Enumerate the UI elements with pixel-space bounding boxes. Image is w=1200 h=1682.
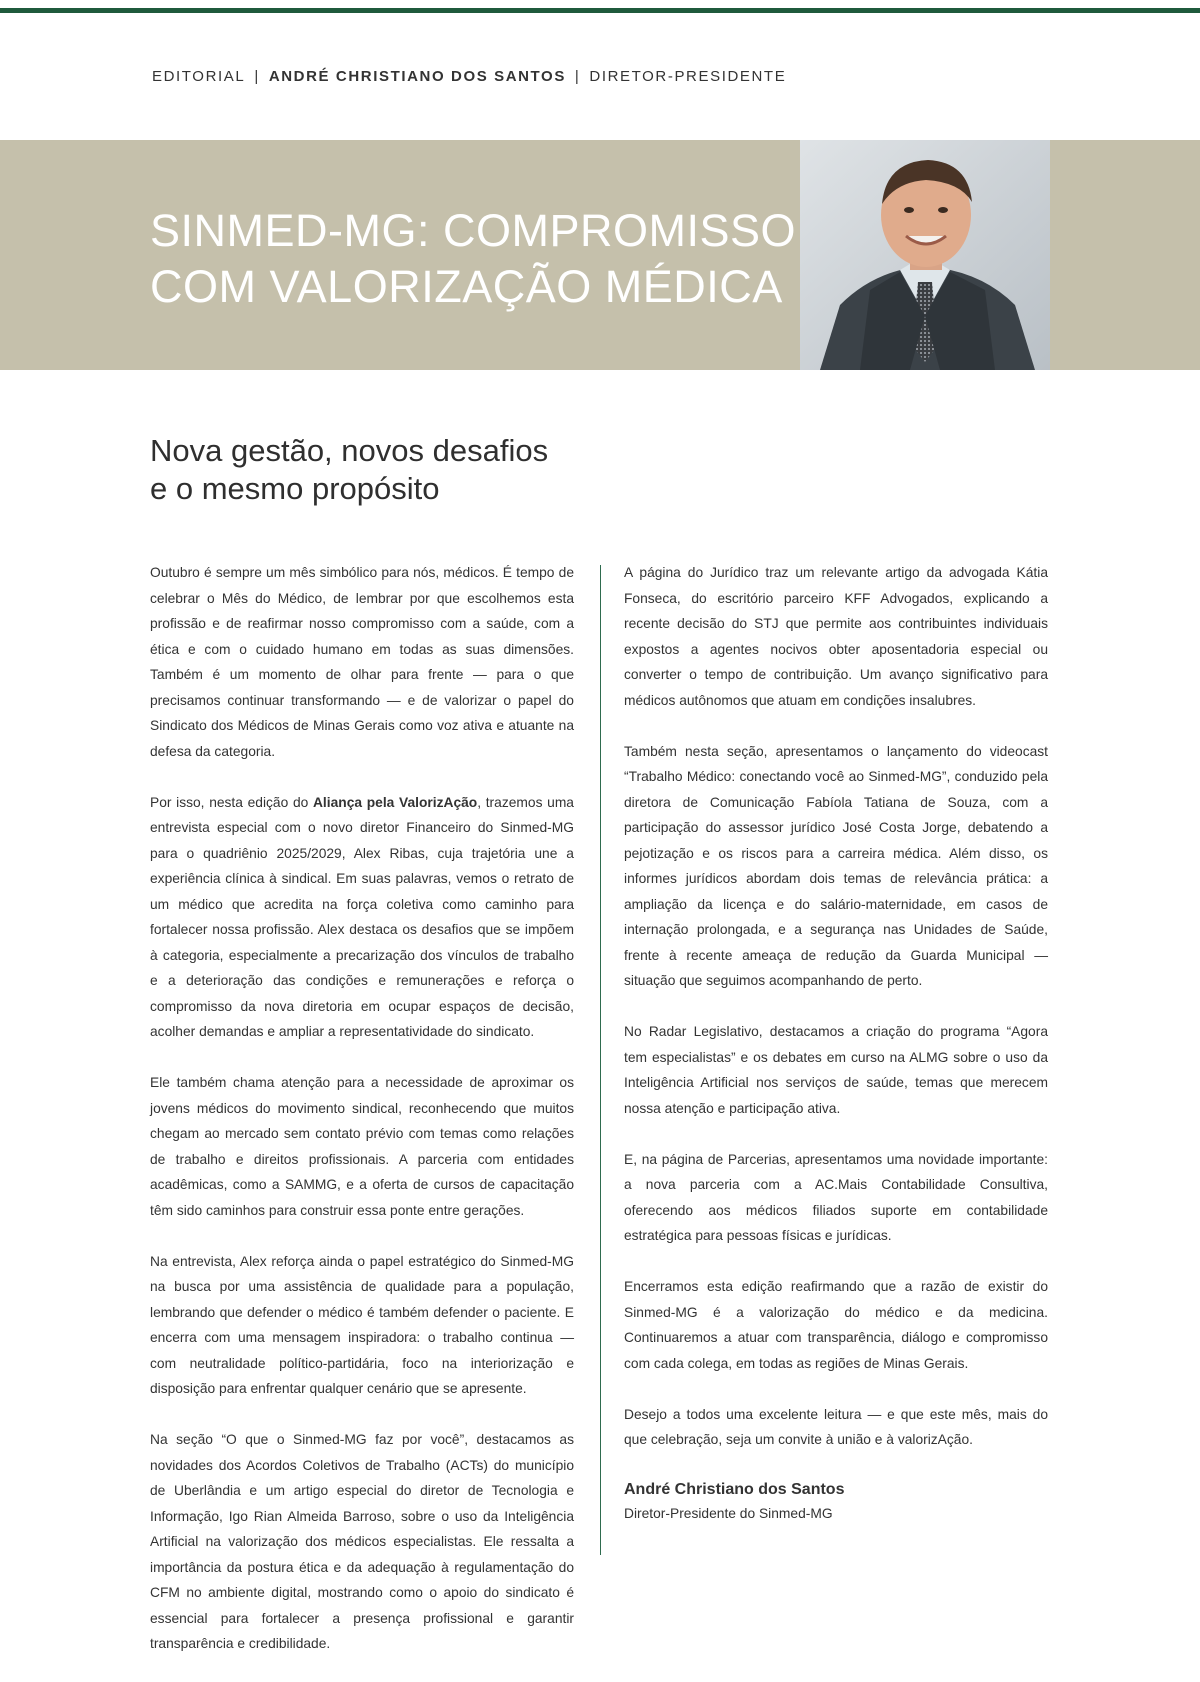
title-line-1: SINMED-MG: COMPROMISSO <box>150 205 797 256</box>
paragraph-text: , trazemos uma entrevista especial com o novo diretor Financeiro do Sinmed-MG para o quadriênio 2025/2029, Alex Ribas, cuja trajetória une a experiência clínica à sindical. Em suas palavras, vemos o retrato de um médico que acredita na força coletiva como caminho para fortalecer nossa profissão. Alex destaca os desafios que se impõem à categoria, especialmente a precarização dos vínculos de trabalho e a deterioração das condições e remunerações e reforça o compromisso da nova diretoria em ocupar espaços de decisão, acolher demandas e ampliar a representatividade do sindicato. <box>150 794 574 1039</box>
author-role: DIRETOR-PRESIDENTE <box>589 68 787 85</box>
author-portrait <box>800 140 1050 370</box>
top-rule <box>0 8 1200 13</box>
kicker-separator: | <box>254 68 260 85</box>
kicker-separator: | <box>574 68 581 85</box>
paragraph: No Radar Legislativo, destacamos a criação do programa “Agora tem especialistas” e os debates em curso na ALMG sobre o uso da Inteligência Artificial nos serviços de saúde, temas que merecem nossa atenção e participação ativa. <box>624 1024 1048 1116</box>
section-label: EDITORIAL <box>152 68 246 85</box>
paragraph: Na seção “O que o Sinmed-MG faz por você”, destacamos as novidades dos Acordos Coletivos de Trabalho (ACTs) do município de Uberlândia e um artigo especial do diretor de Tecnologia e Informação, Igo Rian Almeida Barroso, sobre o uso da Inteligência Artificial na valorização dos médicos especialistas. Ele ressalta a importância da postura ética e da adequação à regulamentação do CFM no ambiente digital, mostrando como o apoio do sindicato é essencial para fortalecer a presença profissional e garantir transparência e credibilidade. <box>150 1432 574 1651</box>
body-column-left <box>150 560 574 1682</box>
subtitle-line-2: e o mesmo propósito <box>150 471 440 506</box>
subtitle-line-1: Nova gestão, novos desafios <box>150 433 549 468</box>
paragraph: Ele também chama atenção para a necessidade de aproximar os jovens médicos do movimento sindical, reconhecendo que muitos chegam ao mercado sem contato prévio com temas como relações de trabalho e direitos profissionais. A parceria com entidades acadêmicas, como a SAMMG, e a oferta de cursos de capacitação têm sido caminhos para construir essa ponte entre gerações. <box>150 1075 574 1218</box>
paragraph: A página do Jurídico traz um relevante artigo da advogada Kátia Fonseca, do escritório parceiro KFF Advogados, explicando a recente decisão do STJ que permite aos contribuintes individuais expostos a agentes nocivos obter aposentadoria especial ou converter o tempo de contribuição. Um avanço significativo para médicos autônomos que atuam em condições insalubres. <box>624 565 1048 708</box>
page-title <box>150 203 796 315</box>
signature-name: André Christiano dos Santos <box>624 1481 845 1498</box>
publication-name: Aliança pela ValorizAção <box>312 794 478 810</box>
column-divider <box>600 565 601 1555</box>
author-name: ANDRÉ CHRISTIANO DOS SANTOS <box>268 68 566 85</box>
paragraph: Na entrevista, Alex reforça ainda o papel estratégico do Sinmed-MG na busca por uma assistência de qualidade para a população, lembrando que defender o médico é também defender o paciente. E encerra com uma mensagem inspiradora: o trabalho continua — com neutralidade político-partidária, foco na interiorização e disposição para enfrentar qualquer cenário que se apresente. <box>150 1253 574 1396</box>
article-subtitle <box>150 432 548 508</box>
title-line-2: COM VALORIZAÇÃO MÉDICA <box>150 261 783 312</box>
body-column-right <box>624 560 1048 1526</box>
paragraph: Encerramos esta edição reafirmando que a razão de existir do Sinmed-MG é a valorização do médico e da medicina. Continuaremos a atuar com transparência, diálogo e compromisso com cada colega, em todas as regiões de Minas Gerais. <box>624 1279 1048 1371</box>
paragraph: Também nesta seção, apresentamos o lançamento do videocast “Trabalho Médico: conectando você ao Sinmed-MG”, conduzido pela diretora de Comunicação Fabíola Tatiana de Souza, com a participação do assessor jurídico José Costa Jorge, debatendo a pejotização e os riscos para a carreira médica. Além disso, os informes jurídicos abordam dois temas de relevância prática: a ampliação da licença e do salário-maternidade, em casos de internação prolongada, e a segurança nas Unidades de Saúde, frente à recente ameaça de redução da Guarda Municipal — situação que seguimos acompanhando de perto. <box>624 743 1048 988</box>
section-kicker <box>152 68 786 85</box>
paragraph-text: Por isso, nesta edição do <box>150 794 313 810</box>
paragraph: E, na página de Parcerias, apresentamos uma novidade importante: a nova parceria com a AC.Mais Contabilidade Consultiva, oferecendo aos médicos filiados suporte em contabilidade estratégica para pessoas físicas e jurídicas. <box>624 1151 1048 1243</box>
signature-role: Diretor-Presidente do Sinmed-MG <box>624 1506 833 1521</box>
paragraph <box>150 790 574 1045</box>
paragraph: Desejo a todos uma excelente leitura — e que este mês, mais do que celebração, seja um convite à união e à valorizAção. <box>624 1406 1048 1447</box>
paragraph: Outubro é sempre um mês simbólico para nós, médicos. É tempo de celebrar o Mês do Médico, de lembrar por que escolhemos esta profissão e de reafirmar nosso compromisso com a saúde, com a ética e com o cuidado humano em todas as suas dimensões. Também é um momento de olhar para frente — para o que precisamos continuar transformando — e de valorizar o papel do Sindicato dos Médicos de Minas Gerais como voz ativa e atuante na defesa da categoria. <box>150 565 574 759</box>
